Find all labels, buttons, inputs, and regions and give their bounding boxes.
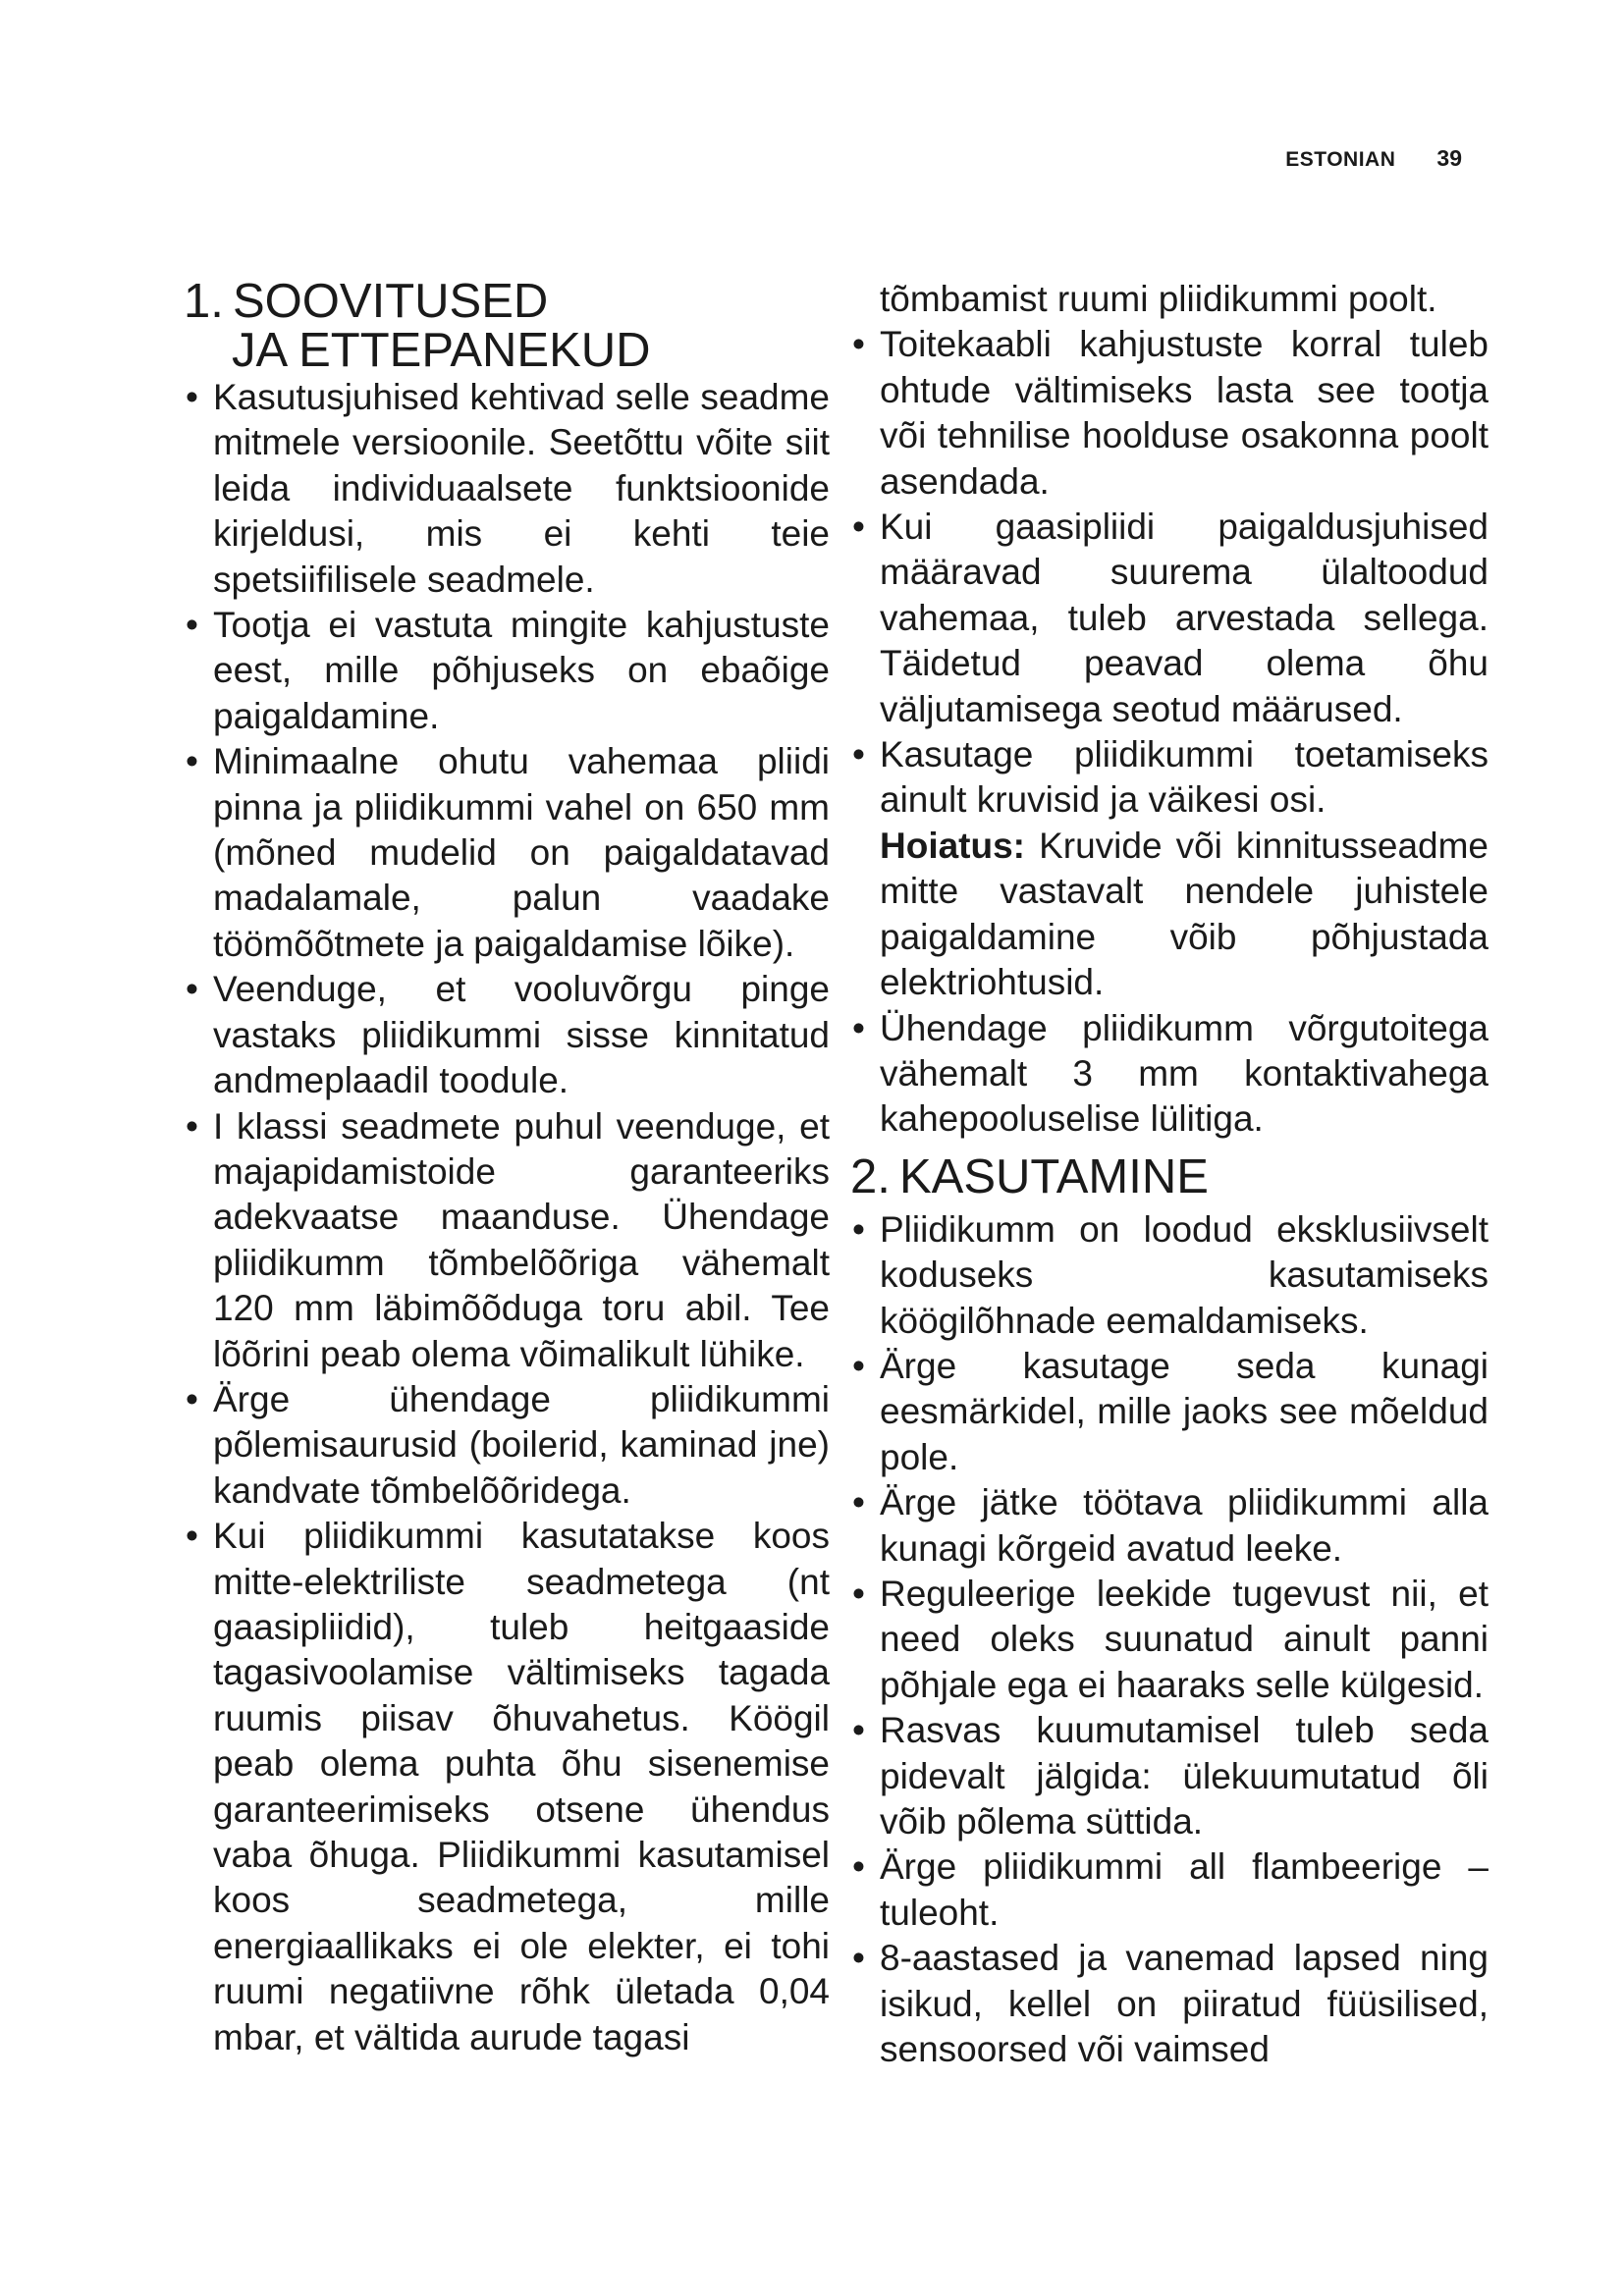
section-1-list (184, 375, 830, 2060)
section-2-list (850, 1207, 1489, 2073)
warning-text: Kruvide või kinnitusseadme mitte vastavalt nendele juhistele paigaldamine võib põhjustada elektriohtusid. (880, 825, 1489, 1003)
list-item: • Kui pliidikummi kasutatakse koos mitte-elektriliste seadmetega (nt gaasipliidid), tuleb heitgaaside tagasivoolamise vältimiseks tagada ruumis piisav õhuvahetus. Köögil peab olema puhta õhu sisenemise garanteerimiseks otsene ühendus vaba õhuga. Pliidikummi kasutamisel koos seadmetega, mille energiaallikaks ei ole elekter, ei tohi ruumi negatiivne rõhk ületada 0,04 mbar, et vältida aurude tagasi (184, 1514, 830, 2060)
section-1-list-continued (850, 322, 1489, 1142)
section-1-title-line1: SOOVITUSED (233, 275, 549, 328)
list-item: • Ühendage pliidikumm võrgutoitega vähemalt 3 mm kontaktivahega kahepooluselise lülitiga. (850, 1006, 1489, 1143)
section-2-title (850, 1149, 1489, 1203)
section-1-title (184, 277, 830, 375)
section-2-title-text: KASUTAMINE (899, 1149, 1209, 1203)
list-item: • Rasvas kuumutamisel tuleb seda pidevalt jälgida: ülekuumutatud õli võib põlema süttida. (850, 1708, 1489, 1844)
list-item: • Ärge kasutage seda kunagi eesmärkidel, mille jaoks see mõeldud pole. (850, 1344, 1489, 1480)
page-header (1285, 145, 1462, 172)
continued-text: tõmbamist ruumi pliidikummi poolt. (880, 279, 1437, 319)
page-number: 39 (1436, 145, 1462, 171)
list-item-text: Kasutage pliidikummi toetamiseks ainult kruvisid ja väikesi osi. (880, 734, 1489, 821)
list-item: • Tootja ei vastuta mingite kahjustuste eest, mille põhjuseks on ebaõige paigaldamine. (184, 603, 830, 739)
section-2-number: 2. (850, 1149, 891, 1203)
section-1-number: 1. (184, 275, 224, 328)
warning-label: Hoiatus: (880, 825, 1025, 866)
list-item: • Ärge jätke töötava pliidikummi alla kunagi kõrgeid avatud leeke. (850, 1480, 1489, 1572)
left-column (184, 277, 830, 2060)
list-item: • Minimaalne ohutu vahemaa pliidi pinna ja pliidikummi vahel on 650 mm (mõned mudelid on paigaldatavad madalamale, palun vaadake töömõõtmete ja paigaldamise lõike). (184, 739, 830, 967)
list-item: • Veenduge, et vooluvõrgu pinge vastaks pliidikummi sisse kinnitatud andmeplaadil toodule. (184, 967, 830, 1103)
section-1-title-line2: JA ETTEPANEKUD (232, 324, 651, 377)
list-item: • Reguleerige leekide tugevust nii, et need oleks suunatud ainult panni põhjale ega ei haaraks selle külgesid. (850, 1572, 1489, 1708)
list-item: • Ärge pliidikummi all flambeerige – tuleoht. (850, 1844, 1489, 1936)
list-item: • Kasutusjuhised kehtivad selle seadme mitmele versioonile. Seetõttu võite siit leida individuaalsete funktsioonide kirjeldusi, mis ei kehti teie spetsiifilisele seadmele. (184, 375, 830, 603)
header-language: ESTONIAN (1285, 148, 1396, 171)
list-item: • Toitekaabli kahjustuste korral tuleb ohtude vältimiseks lasta see tootja või tehnilise hoolduse osakonna poolt asendada. (850, 322, 1489, 505)
list-item: • Pliidikumm on loodud eksklusiivselt koduseks kasutamiseks köögilõhnade eemaldamiseks. (850, 1207, 1489, 1344)
list-item: • Kui gaasipliidi paigaldusjuhised määravad suurema ülaltoodud vahemaa, tuleb arvestada sellega. Täidetud peavad olema õhu väljutamisega seotud määrused. (850, 505, 1489, 732)
right-column (850, 277, 1489, 2072)
list-item: • Ärge ühendage pliidikummi põlemisaurusid (boilerid, kaminad jne) kandvate tõmbelõõridega. (184, 1377, 830, 1514)
list-item: • 8-aastased ja vanemad lapsed ning isikud, kellel on piiratud füüsilised, sensoorsed või vaimsed (850, 1936, 1489, 2072)
list-item (850, 732, 1489, 1005)
warning-note (880, 824, 1489, 1006)
list-item: • I klassi seadmete puhul veenduge, et majapidamistoide garanteeriks adekvaatse maanduse. Ühendage pliidikumm tõmbelõõriga vähemalt 120 mm läbimõõduga toru abil. Tee lõõrini peab olema võimalikult lühike. (184, 1104, 830, 1377)
